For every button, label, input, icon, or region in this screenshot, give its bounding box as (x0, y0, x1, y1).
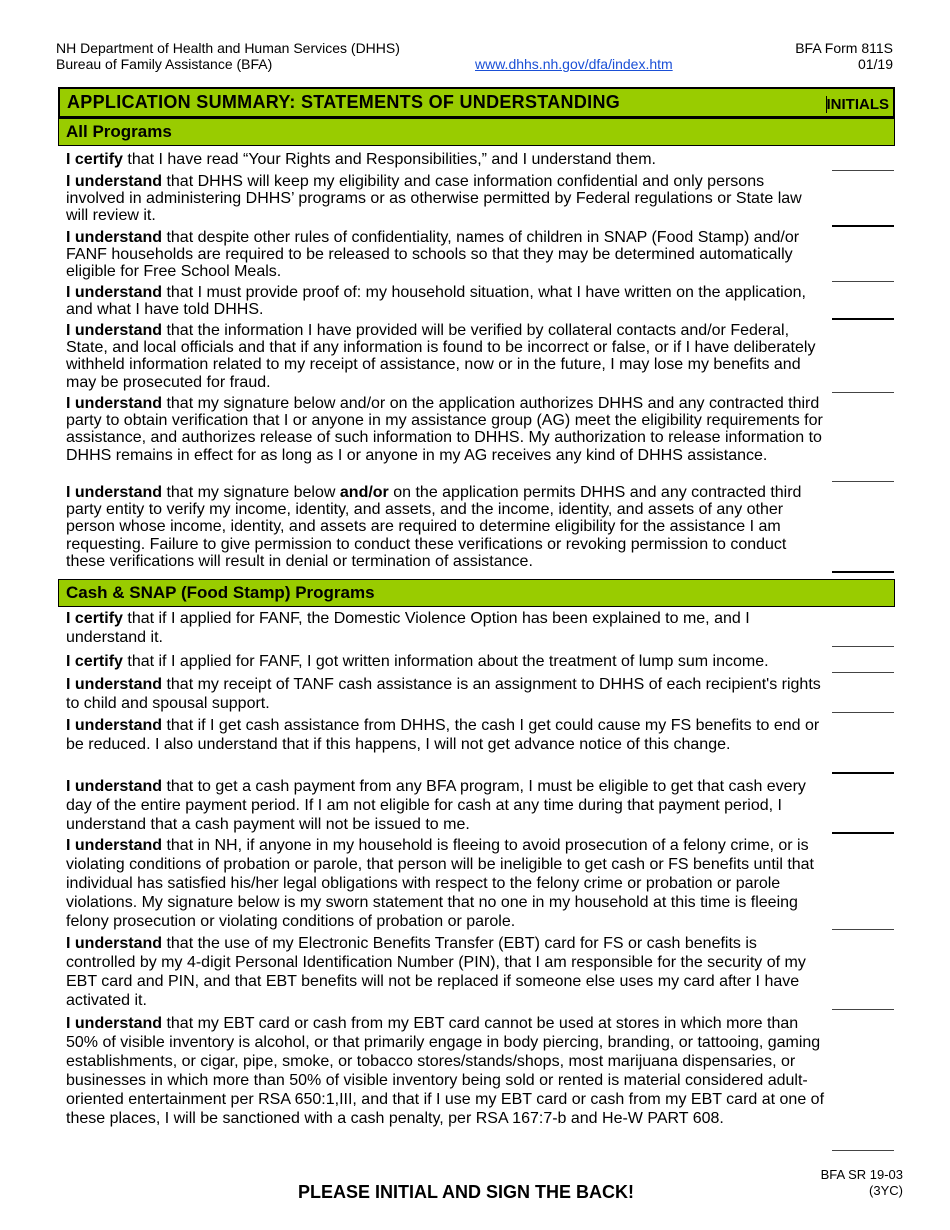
website-link[interactable]: www.dhhs.nh.gov/dfa/index.htm (475, 56, 673, 72)
initials-line[interactable] (832, 1009, 894, 1010)
statement: I understand that the information I have provided will be verified by collateral contacts and/or Federal, State, and local officials and that if any information is found to be incorrect or false, or if I have deliberately withheld information related to my receipt of assistance, now or in the future, I may lose my benefits and may be prosecuted for fraud. (66, 322, 816, 391)
initials-line[interactable] (832, 712, 894, 713)
dept-name: NH Department of Health and Human Services (DHHS) (56, 40, 400, 56)
initials-line[interactable] (832, 281, 894, 282)
initials-line[interactable] (832, 929, 894, 930)
page-title: APPLICATION SUMMARY: STATEMENTS OF UNDERSTANDING (67, 92, 621, 112)
initials-line[interactable] (832, 772, 894, 774)
statement: I understand that despite other rules of confidentiality, names of children in SNAP (Food Stamp) and/or FANF households are required to be released to schools so that they may be determined automatically eligible for Free School Meals. (66, 229, 800, 281)
initials-header: INITIALS (826, 96, 889, 113)
statement: I understand that the use of my Electronic Benefits Transfer (EBT) card for FS or cash benefits is controlled by my 4-digit Personal Identification Number (PIN), that I am responsible for the security of my EBT card and PIN, and that EBT benefits will not be replaced if someone else uses my card after I have activated it. (66, 935, 806, 1009)
initials-line[interactable] (832, 646, 894, 647)
initials-line[interactable] (832, 481, 894, 482)
form-date: 01/19 (857, 56, 893, 72)
form-code-suffix: (3YC) (869, 1183, 903, 1198)
statement: I certify that if I applied for FANF, the Domestic Violence Option has been explained to me, and I understand it. (66, 610, 750, 646)
statement: I understand that to get a cash payment from any BFA program, I must be eligible to get that cash every day of the entire payment period. If I am not eligible for cash at any time during that payment period, I understand that a cash payment will not be issued to me. (66, 778, 806, 833)
initials-line[interactable] (832, 318, 894, 320)
bureau-name: Bureau of Family Assistance (BFA) (56, 56, 273, 72)
section-heading-all-programs: All Programs (58, 118, 895, 146)
statement: I understand that my receipt of TANF cash assistance is an assignment to DHHS of each recipient's rights to child and spousal support. (66, 676, 821, 712)
form-id (795, 40, 893, 72)
initials-line[interactable] (832, 832, 894, 834)
initials-line[interactable] (832, 392, 894, 393)
agency-header (56, 40, 400, 72)
statement: I understand that my signature below and/or on the application permits DHHS and any contracted third party entity to verify my income, identity, and assets, and the income, identity, and assets of any other person whose income, identity, and assets are required to determine eligibility for the assistance I am requesting. Failure to give permission to conduct these verifications or revoking permission to conduct these verifications will result in denial or termination of assistance. (66, 484, 802, 570)
statement: I understand that in NH, if anyone in my household is fleeing to avoid prosecution of a felony crime, or is violating conditions of probation or parole, that person will be ineligible to get cash or FS benefits until that individual has satisfied his/her legal obligations with respect to the felony crime or probation or parole violations. My signature below is my sworn statement that no one in my household at this time is fleeing felony prosecution or violating conditions of probation or parole. (66, 837, 814, 930)
initials-line[interactable] (832, 571, 894, 573)
title-bar (58, 87, 895, 118)
form-number: BFA Form 811S (795, 40, 893, 56)
statement: I understand that I must provide proof of: my household situation, what I have written on the application, and what I have told DHHS. (66, 284, 806, 319)
statement: I understand that my signature below and/or on the application authorizes DHHS and any contracted third party to obtain verification that I or anyone in my assistance group (AG) meet the eligibility requirements for assistance, and authorizes release of such information to DHHS. My authorization to release information to DHHS remains in effect for as long as I or anyone in my AG receives any kind of DHHS assistance. (66, 395, 823, 464)
statement: I understand that DHHS will keep my eligibility and case information confidential and only persons involved in administering DHHS’ programs or as otherwise permitted by Federal regulations or State law will review it. (66, 173, 802, 225)
initials-line[interactable] (832, 672, 894, 673)
initials-line[interactable] (832, 225, 894, 227)
statement: I understand that if I get cash assistance from DHHS, the cash I get could cause my FS benefits to end or be reduced. I also understand that if this happens, I will not get advance notice of this change. (66, 717, 820, 753)
initials-line[interactable] (832, 1150, 894, 1151)
form-code: BFA SR 19-03 (820, 1167, 903, 1182)
section-heading-cash-snap: Cash & SNAP (Food Stamp) Programs (58, 579, 895, 607)
statement: I certify that I have read “Your Rights and Responsibilities,” and I understand them. (66, 151, 656, 168)
initials-line[interactable] (832, 170, 894, 171)
footer-message: PLEASE INITIAL AND SIGN THE BACK! (297, 1182, 634, 1202)
statement: I certify that if I applied for FANF, I got written information about the treatment of lump sum income. (66, 653, 769, 670)
statement: I understand that my EBT card or cash from my EBT card cannot be used at stores in which more than 50% of visible inventory is alcohol, or that primarily engage in body piercing, branding, or tattooing, gaming establishments, or cigar, pipe, smoke, or tobacco stores/stands/shops, most marijuana dispensaries, or businesses in which more than 50% of visible inventory being sold or rented is material considered adult-oriented entertainment per RSA 650:1,III, and that if I use my EBT card or cash from my EBT card at one of these places, I will be sanctioned with a cash penalty, per RSA 167:7-b and He-W PART 608. (66, 1015, 825, 1127)
